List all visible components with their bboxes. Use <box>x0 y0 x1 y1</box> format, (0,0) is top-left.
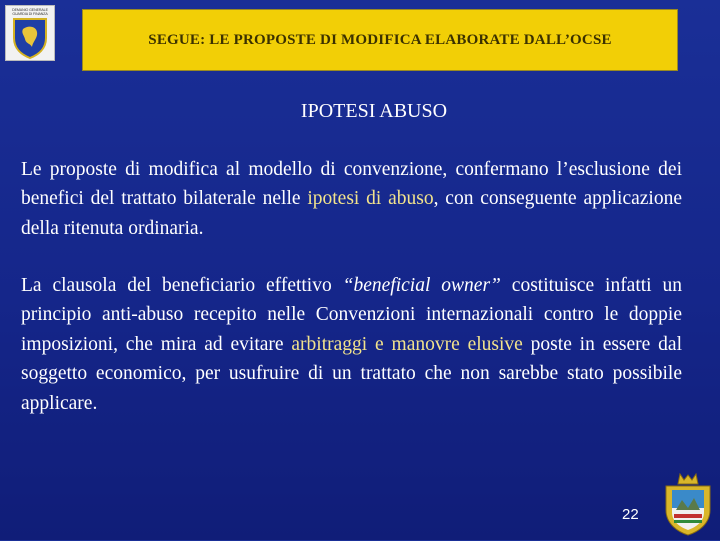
section-subtitle: IPOTESI ABUSO <box>300 100 448 122</box>
crest-emblem <box>660 472 716 541</box>
page-title: SEGUE: LE PROPOSTE DI MODIFICA ELABORATE DALL’OCSE <box>148 31 612 48</box>
logo-caption: DEMANIO GENERALE GUARDIA DI FINANZA <box>12 8 48 16</box>
corner-logo <box>5 5 55 61</box>
paragraph-2-quote: “beneficial owner” <box>342 275 501 296</box>
paragraph-2-text-start: La clausola del beneficiario effettivo <box>21 275 343 296</box>
paragraph-1 <box>21 155 682 243</box>
paragraph-1-text-start: Le proposte di modifica al modello di convenzione, confermano l’esclusione dei benefici del trattato bilaterale nelle <box>21 159 682 210</box>
paragraph-2-highlight: arbitraggi e manovre elusive <box>291 333 523 355</box>
paragraph-2-text-end: poste in essere dal soggetto economico, per usufruire di un trattato che non sarebbe stato possibile applicare. <box>21 333 682 414</box>
paragraph-1-text-end: , con conseguente applicazione della ritenuta ordinaria. <box>21 188 682 239</box>
page-number: 22 <box>622 506 639 523</box>
title-banner <box>82 9 678 71</box>
shield-icon <box>10 16 50 60</box>
paragraph-2 <box>21 271 682 418</box>
coat-of-arms-icon <box>660 472 716 536</box>
paragraph-2-text-middle: costituisce infatti un principio anti-abuso recepito nelle Convenzioni internazionali contro le doppie imposizioni, che mira ad evitare <box>21 275 683 355</box>
paragraph-1-highlight: ipotesi di abuso <box>307 188 434 210</box>
